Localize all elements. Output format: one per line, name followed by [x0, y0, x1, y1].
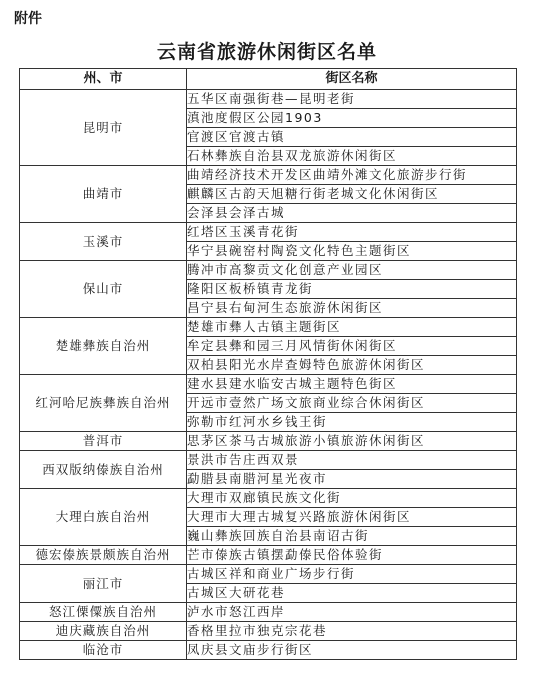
city-cell: 红河哈尼族彝族自治州 — [20, 375, 187, 432]
city-cell: 普洱市 — [20, 432, 187, 451]
district-cell: 石林彝族自治县双龙旅游休闲街区 — [187, 147, 517, 166]
table-row — [20, 166, 517, 185]
city-cell: 保山市 — [20, 261, 187, 318]
attachment-label: 附件 — [14, 11, 42, 27]
district-cell: 开远市壹然广场文旅商业综合休闲街区 — [187, 394, 517, 413]
district-cell: 芒市傣族古镇摆勐傣民俗体验街 — [187, 546, 517, 565]
table-row — [20, 432, 517, 451]
column-header-district: 街区名称 — [187, 69, 517, 90]
table-row — [20, 223, 517, 242]
city-cell: 玉溪市 — [20, 223, 187, 261]
district-roster-table — [19, 68, 517, 660]
district-cell: 大理市大理古城复兴路旅游休闲街区 — [187, 508, 517, 527]
district-cell: 曲靖经济技术开发区曲靖外滩文化旅游步行街 — [187, 166, 517, 185]
city-cell: 丽江市 — [20, 565, 187, 603]
district-cell: 景洪市告庄西双景 — [187, 451, 517, 470]
city-cell: 昆明市 — [20, 90, 187, 166]
district-cell: 巍山彝族回族自治县南诏古街 — [187, 527, 517, 546]
district-cell: 双柏县阳光水岸查姆特色旅游休闲街区 — [187, 356, 517, 375]
district-cell: 泸水市怒江西岸 — [187, 603, 517, 622]
table-row — [20, 565, 517, 584]
district-cell: 楚雄市彝人古镇主题街区 — [187, 318, 517, 337]
city-cell: 德宏傣族景颇族自治州 — [20, 546, 187, 565]
city-cell: 临沧市 — [20, 641, 187, 660]
table-row — [20, 546, 517, 565]
district-cell: 勐腊县南腊河星光夜市 — [187, 470, 517, 489]
district-cell: 弥勒市红河水乡钱王街 — [187, 413, 517, 432]
district-cell: 滇池度假区公园1903 — [187, 109, 517, 128]
table-row — [20, 318, 517, 337]
district-cell: 古城区祥和商业广场步行街 — [187, 565, 517, 584]
district-cell: 建水县建水临安古城主题特色街区 — [187, 375, 517, 394]
table-row — [20, 641, 517, 660]
table-row — [20, 261, 517, 280]
district-cell: 香格里拉市独克宗花巷 — [187, 622, 517, 641]
district-cell: 牟定县彝和园三月风情街休闲街区 — [187, 337, 517, 356]
district-cell: 会泽县会泽古城 — [187, 204, 517, 223]
district-cell: 官渡区官渡古镇 — [187, 128, 517, 147]
district-cell: 思茅区茶马古城旅游小镇旅游休闲街区 — [187, 432, 517, 451]
district-cell: 腾冲市高黎贡文化创意产业园区 — [187, 261, 517, 280]
table-row — [20, 90, 517, 109]
district-cell: 大理市双廊镇民族文化街 — [187, 489, 517, 508]
city-cell: 大理白族自治州 — [20, 489, 187, 546]
district-cell: 昌宁县右甸河生态旅游休闲街区 — [187, 299, 517, 318]
table-body — [20, 90, 517, 660]
table-row — [20, 603, 517, 622]
city-cell: 楚雄彝族自治州 — [20, 318, 187, 375]
table-row — [20, 451, 517, 470]
column-header-city: 州、市 — [20, 69, 187, 90]
city-cell: 西双版纳傣族自治州 — [20, 451, 187, 489]
district-cell: 隆阳区板桥镇青龙街 — [187, 280, 517, 299]
district-cell: 华宁县碗窑村陶瓷文化特色主题街区 — [187, 242, 517, 261]
district-cell: 五华区南强街巷—昆明老街 — [187, 90, 517, 109]
city-cell: 迪庆藏族自治州 — [20, 622, 187, 641]
city-cell: 曲靖市 — [20, 166, 187, 223]
district-cell: 古城区大研花巷 — [187, 584, 517, 603]
district-cell: 麒麟区古韵天旭糖行街老城文化休闲街区 — [187, 185, 517, 204]
district-cell: 红塔区玉溪青花街 — [187, 223, 517, 242]
table-header-row — [20, 69, 517, 90]
city-cell: 怒江傈僳族自治州 — [20, 603, 187, 622]
table-row — [20, 375, 517, 394]
table-row — [20, 489, 517, 508]
table-row — [20, 622, 517, 641]
document-title: 云南省旅游休闲街区名单 — [156, 41, 377, 63]
district-cell: 凤庆县文庙步行街区 — [187, 641, 517, 660]
